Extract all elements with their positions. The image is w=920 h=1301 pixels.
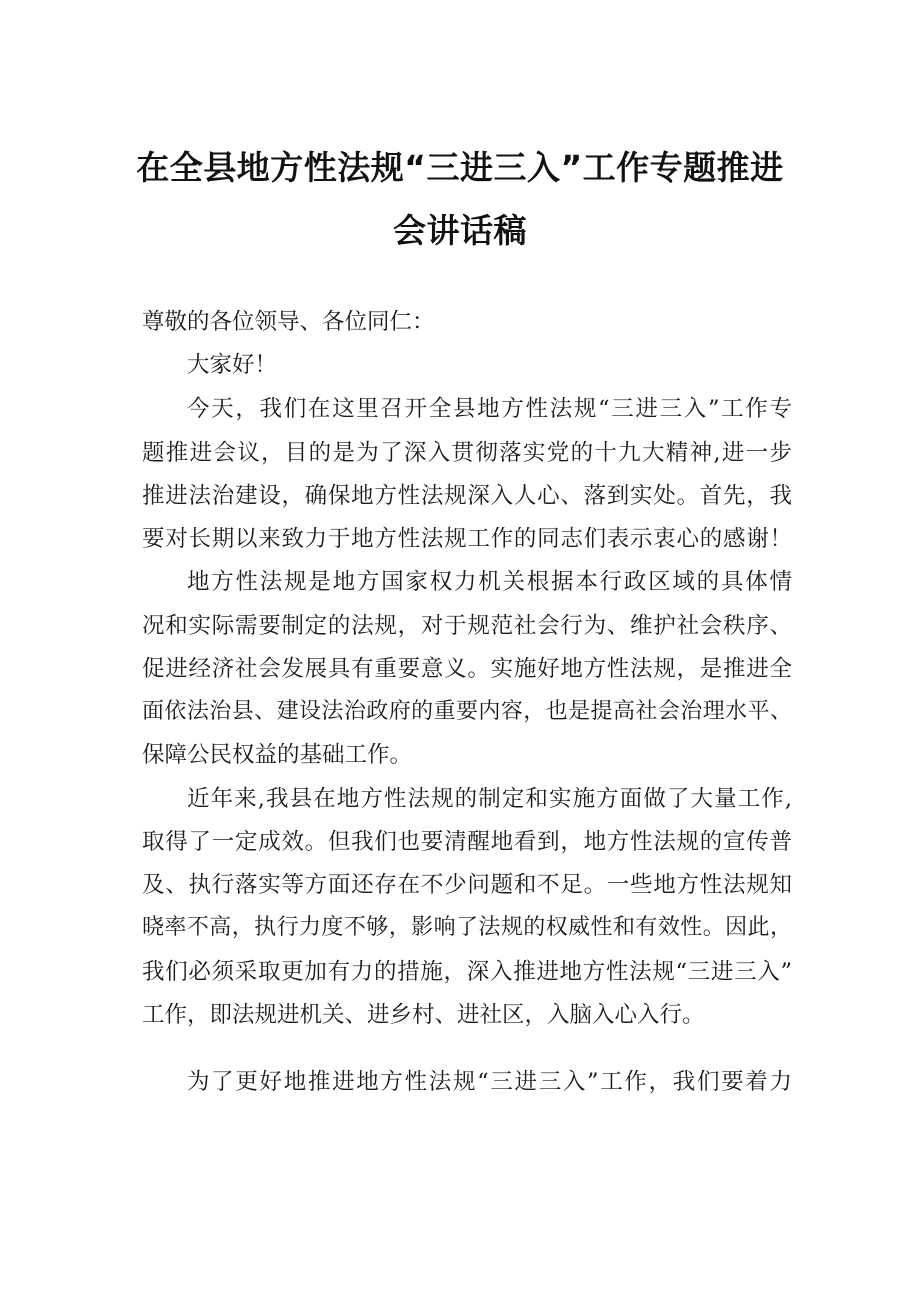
paragraph-3-line-2: 取得了一定成效。但我们也要清醒地看到，地方性法规的宣传普 bbox=[142, 829, 792, 855]
paragraph-1-line-4: 要对长期以来致力于地方性法规工作的同志们表示衷心的感谢！ bbox=[142, 526, 792, 552]
document-title-line-1: 在全县地方性法规“三进三入”工作专题推进 bbox=[136, 148, 784, 187]
paragraph-4-line-1: 为了更好地推进地方性法规“三进三入”工作，我们要着力 bbox=[187, 1069, 792, 1095]
paragraph-2-line-2: 况和实际需要制定的法规，对于规范社会行为、维护社会秩序、 bbox=[142, 613, 792, 639]
paragraph-3-line-5: 我们必须采取更加有力的措施，深入推进地方性法规“三进三入” bbox=[142, 959, 792, 985]
paragraph-1-line-1: 今天，我们在这里召开全县地方性法规“三进三入”工作专 bbox=[187, 396, 792, 422]
paragraph-3-line-1: 近年来,我县在地方性法规的制定和实施方面做了大量工作, bbox=[187, 786, 792, 812]
paragraph-2-line-5: 保障公民权益的基础工作。 bbox=[142, 742, 413, 768]
paragraph-2-line-4: 面依法治县、建设法治政府的重要内容，也是提高社会治理水平、 bbox=[142, 699, 792, 724]
greeting: 大家好！ bbox=[187, 352, 278, 378]
paragraph-2-line-3: 促进经济社会发展具有重要意义。实施好地方性法规，是推进全 bbox=[142, 656, 792, 682]
paragraph-1-line-3: 推进法治建设，确保地方性法规深入人心、落到实处。首先，我 bbox=[142, 483, 792, 509]
salutation: 尊敬的各位领导、各位同仁： bbox=[142, 309, 435, 335]
paragraph-3-line-6: 工作，即法规进机关、进乡村、进社区，入脑入心入行。 bbox=[142, 1002, 705, 1028]
paragraph-2-line-1: 地方性法规是地方国家权力机关根据本行政区域的具体情 bbox=[187, 569, 792, 595]
document-title-line-2: 会讲话稿 bbox=[393, 211, 527, 250]
paragraph-1-line-2: 题推进会议，目的是为了深入贯彻落实党的十九大精神,进一步 bbox=[142, 440, 792, 466]
paragraph-3-line-4: 晓率不高，执行力度不够，影响了法规的权威性和有效性。因此， bbox=[142, 915, 792, 940]
paragraph-3-line-3: 及、执行落实等方面还存在不少问题和不足。一些地方性法规知 bbox=[142, 872, 792, 898]
